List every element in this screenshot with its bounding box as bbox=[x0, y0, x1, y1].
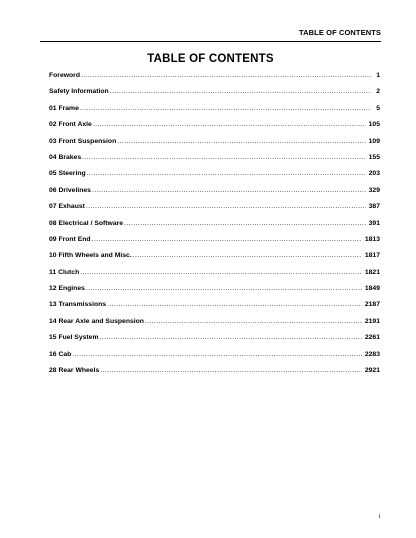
dot-leader bbox=[92, 236, 362, 243]
toc-entry-label: 05 Steering bbox=[49, 170, 86, 178]
toc-entry[interactable] bbox=[49, 334, 380, 350]
toc-entry-label: 06 Drivelines bbox=[49, 186, 91, 194]
toc-entry[interactable] bbox=[49, 318, 380, 334]
toc-entry[interactable] bbox=[49, 170, 380, 186]
toc-entry-label: 01 Frame bbox=[49, 104, 79, 112]
toc-entry-page-number: 2921 bbox=[364, 367, 380, 375]
toc-entry-label: 16 Cab bbox=[49, 350, 72, 358]
toc-entry-page-number: 203 bbox=[368, 170, 380, 178]
toc-entry-page-number: 1849 bbox=[364, 285, 380, 293]
header-divider bbox=[40, 41, 381, 42]
toc-entry-page-number: 2191 bbox=[364, 317, 380, 325]
toc-entry-page-number: 155 bbox=[368, 153, 380, 161]
toc-entry[interactable] bbox=[49, 72, 380, 88]
toc-entry-page-number: 2283 bbox=[364, 350, 380, 358]
dot-leader bbox=[93, 121, 366, 128]
toc-entry-label: 14 Rear Axle and Suspension bbox=[49, 317, 144, 325]
toc-entry[interactable] bbox=[49, 203, 380, 219]
dot-leader bbox=[100, 334, 362, 341]
toc-entry-page-number: 105 bbox=[368, 121, 380, 129]
toc-entry-label: 03 Front Suspension bbox=[49, 137, 117, 145]
toc-entry-label: Foreword bbox=[49, 72, 80, 79]
toc-entry-page-number: 329 bbox=[368, 186, 380, 194]
toc-entry[interactable] bbox=[49, 236, 380, 252]
toc-entry-label: 02 Front Axle bbox=[49, 121, 92, 129]
toc-entry[interactable] bbox=[49, 301, 380, 317]
toc-entry[interactable] bbox=[49, 252, 380, 268]
toc-entry-page-number: 387 bbox=[368, 203, 380, 211]
toc-entry-label: 07 Exhaust bbox=[49, 203, 85, 211]
toc-entry-page-number: 1 bbox=[376, 72, 380, 79]
dot-leader bbox=[72, 351, 362, 358]
toc-entry-label: 13 Transmissions bbox=[49, 301, 107, 309]
toc-entry-page-number: 2187 bbox=[364, 301, 380, 309]
dot-leader bbox=[145, 318, 362, 325]
dot-leader bbox=[133, 252, 362, 259]
toc-entry[interactable] bbox=[49, 351, 380, 367]
toc-entry-label: 04 Brakes bbox=[49, 153, 82, 161]
toc-entry-label: 11 Clutch bbox=[49, 268, 80, 276]
dot-leader bbox=[87, 170, 366, 177]
toc-entry-label: 09 Front End bbox=[49, 235, 91, 243]
toc-entry[interactable] bbox=[49, 367, 380, 383]
toc-entry[interactable] bbox=[49, 269, 380, 285]
footer-page-number: i bbox=[378, 514, 380, 520]
running-header: TABLE OF CONTENTS bbox=[299, 28, 381, 37]
toc-entry-page-number: 1821 bbox=[364, 268, 380, 276]
dot-leader bbox=[80, 105, 371, 112]
dot-leader bbox=[86, 203, 366, 210]
toc-entry-label: 08 Electrical / Software bbox=[49, 219, 124, 227]
toc-entry[interactable] bbox=[49, 138, 380, 154]
dot-leader bbox=[124, 220, 366, 227]
toc-entry-label: 10 Fifth Wheels and Misc. bbox=[49, 252, 132, 260]
toc-entry-page-number: 109 bbox=[368, 137, 380, 145]
table-of-contents bbox=[49, 72, 380, 383]
toc-entry[interactable] bbox=[49, 121, 380, 137]
toc-entry-page-number: 1817 bbox=[364, 252, 380, 260]
dot-leader bbox=[117, 138, 365, 145]
dot-leader bbox=[100, 367, 362, 374]
toc-entry-label: 12 Engines bbox=[49, 285, 85, 293]
dot-leader bbox=[92, 187, 366, 194]
toc-entry[interactable] bbox=[49, 220, 380, 236]
dot-leader bbox=[110, 88, 371, 95]
dot-leader bbox=[80, 269, 362, 276]
toc-entry-label: 28 Rear Wheels bbox=[49, 367, 100, 375]
toc-entry[interactable] bbox=[49, 187, 380, 203]
toc-entry[interactable] bbox=[49, 154, 380, 170]
toc-entry-label: Safety Information bbox=[49, 88, 109, 96]
toc-entry-page-number: 2261 bbox=[364, 334, 380, 342]
toc-entry-label: 15 Fuel System bbox=[49, 334, 99, 342]
toc-entry-page-number: 391 bbox=[368, 219, 380, 227]
toc-entry[interactable] bbox=[49, 285, 380, 301]
toc-entry-page-number: 2 bbox=[376, 88, 380, 96]
dot-leader bbox=[107, 301, 362, 308]
dot-leader bbox=[81, 72, 371, 79]
toc-entry-page-number: 5 bbox=[376, 104, 380, 112]
toc-entry[interactable] bbox=[49, 105, 380, 121]
dot-leader bbox=[86, 285, 362, 292]
toc-entry[interactable] bbox=[49, 88, 380, 104]
page-title: TABLE OF CONTENTS bbox=[147, 53, 274, 65]
dot-leader bbox=[82, 154, 366, 161]
toc-entry-page-number: 1813 bbox=[364, 235, 380, 243]
